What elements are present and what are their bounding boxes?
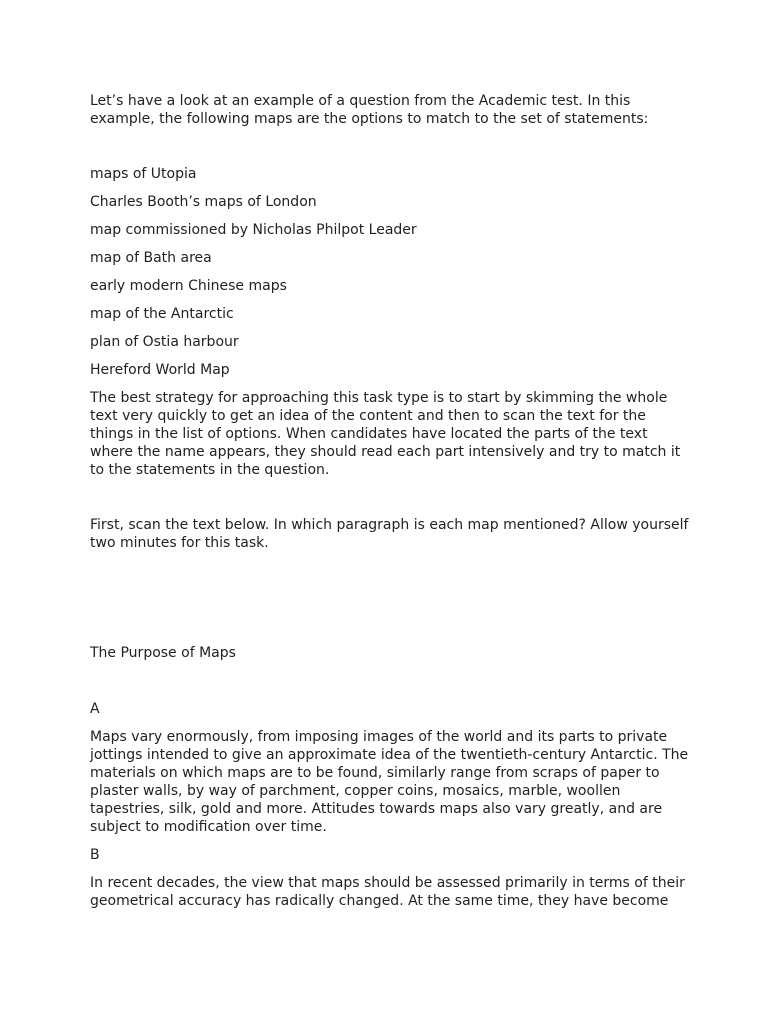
map-option: maps of Utopia: [90, 166, 197, 182]
reading-title: The Purpose of Maps: [90, 645, 236, 661]
map-option: plan of Ostia harbour: [90, 334, 239, 350]
section-b-paragraph: In recent decades, the view that maps should be assessed primarily in terms of their geometrical accuracy has radically changed. At the same time, they have become: [90, 875, 685, 909]
strategy-paragraph: The best strategy for approaching this task type is to start by skimming the whole text very quickly to get an idea of the content and then to scan the text for the things in the list of options. When candidates have located the parts of the text where the name appears, they should read each part intensively and try to match it to the statements in the question.: [90, 390, 681, 478]
section-a-paragraph: Maps vary enormously, from imposing images of the world and its parts to private jottings intended to give an approximate idea of the twentieth-century Antarctic. The materials on which maps are to be found, similarly range from scraps of paper to plaster walls, by way of parchment, copper coins, mosaics, marble, woollen tapestries, silk, gold and more. Attitudes towards maps also vary greatly, and are subject to modification over time.: [90, 729, 689, 835]
section-letter-b: B: [90, 847, 100, 863]
map-option: early modern Chinese maps: [90, 278, 287, 294]
map-option: map of the Antarctic: [90, 306, 234, 322]
map-option: Hereford World Map: [90, 362, 230, 378]
map-options-list: [90, 165, 690, 379]
scan-instruction: First, scan the text below. In which paragraph is each map mentioned? Allow yourself two minutes for this task.: [90, 517, 689, 551]
intro-paragraph: Let’s have a look at an example of a question from the Academic test. In this example, the following maps are the options to match to the set of statements:: [90, 93, 649, 127]
map-option: Charles Booth’s maps of London: [90, 194, 317, 210]
map-option: map commissioned by Nicholas Philpot Leader: [90, 222, 417, 238]
section-letter-a: A: [90, 701, 100, 717]
map-option: map of Bath area: [90, 250, 212, 266]
document-page: [90, 92, 690, 920]
